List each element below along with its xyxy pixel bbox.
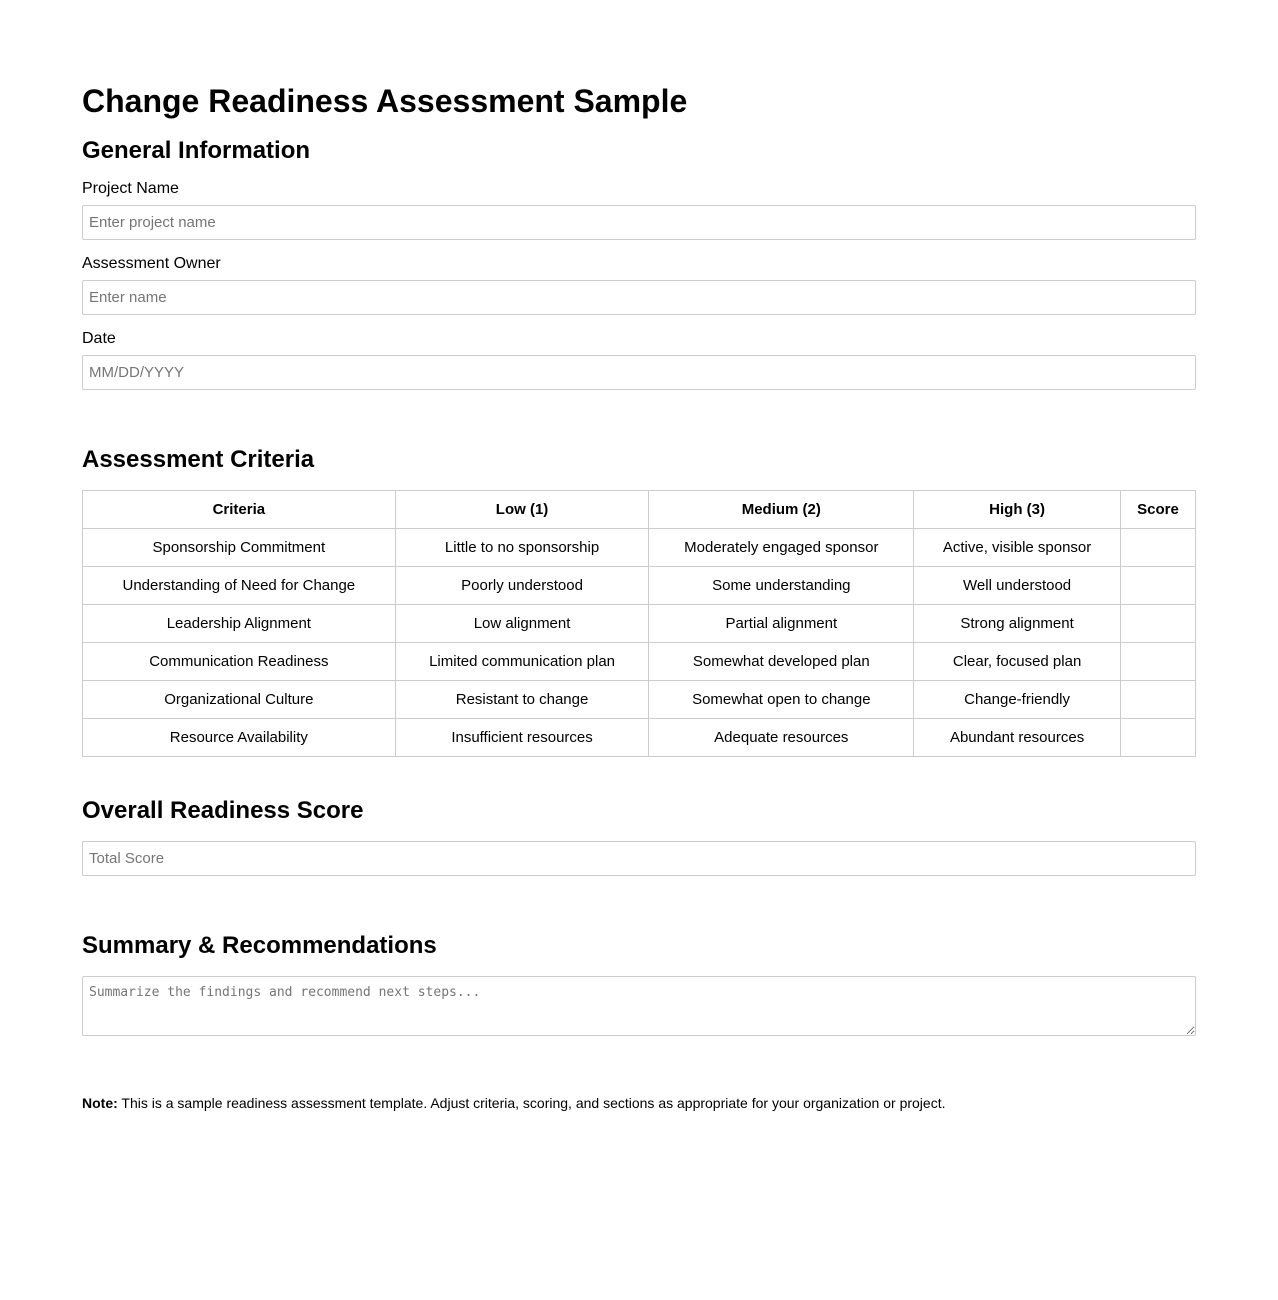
criteria-cell: Leadership Alignment (83, 605, 396, 643)
page-title: Change Readiness Assessment Sample (82, 83, 688, 119)
low-cell: Poorly understood (395, 567, 649, 605)
score-cell[interactable] (1120, 529, 1195, 567)
criteria-cell: Communication Readiness (83, 643, 396, 681)
column-header: Criteria (83, 491, 396, 529)
criteria-cell: Understanding of Need for Change (83, 567, 396, 605)
medium-cell: Adequate resources (649, 719, 914, 757)
criteria-cell: Resource Availability (83, 719, 396, 757)
note-text (82, 1095, 945, 1111)
high-cell: Abundant resources (914, 719, 1121, 757)
assessment-criteria-heading: Assessment Criteria (82, 446, 315, 473)
score-cell[interactable] (1120, 567, 1195, 605)
low-cell: Limited communication plan (395, 643, 649, 681)
low-cell: Insufficient resources (395, 719, 649, 757)
table-row (83, 567, 1196, 605)
date-label: Date (82, 330, 116, 347)
criteria-cell: Sponsorship Commitment (83, 529, 396, 567)
column-header: Low (1) (395, 491, 649, 529)
medium-cell: Some understanding (649, 567, 914, 605)
low-cell: Little to no sponsorship (395, 529, 649, 567)
assessment-owner-label: Assessment Owner (82, 255, 221, 272)
table-row (83, 643, 1196, 681)
overall-score-heading: Overall Readiness Score (82, 797, 364, 824)
low-cell: Low alignment (395, 605, 649, 643)
table-row (83, 605, 1196, 643)
criteria-cell: Organizational Culture (83, 681, 396, 719)
project-name-input[interactable] (82, 205, 1196, 240)
medium-cell: Partial alignment (649, 605, 914, 643)
summary-heading: Summary & Recommendations (82, 932, 437, 959)
criteria-table (82, 490, 1196, 757)
medium-cell: Somewhat open to change (649, 681, 914, 719)
medium-cell: Moderately engaged sponsor (649, 529, 914, 567)
assessment-owner-input[interactable] (82, 280, 1196, 315)
score-cell[interactable] (1120, 719, 1195, 757)
score-cell[interactable] (1120, 605, 1195, 643)
medium-cell: Somewhat developed plan (649, 643, 914, 681)
high-cell: Strong alignment (914, 605, 1121, 643)
general-info-heading: General Information (82, 137, 311, 164)
column-header: High (3) (914, 491, 1121, 529)
note-body: This is a sample readiness assessment template. Adjust criteria, scoring, and sections as appropriate for your organization or project. (117, 1095, 946, 1111)
project-name-label: Project Name (82, 180, 179, 197)
table-row (83, 681, 1196, 719)
table-row (83, 719, 1196, 757)
table-header-row (83, 491, 1196, 529)
note-label: Note: (82, 1095, 118, 1111)
score-cell[interactable] (1120, 681, 1195, 719)
low-cell: Resistant to change (395, 681, 649, 719)
high-cell: Active, visible sponsor (914, 529, 1121, 567)
date-input[interactable] (82, 355, 1196, 390)
summary-textarea[interactable] (82, 976, 1196, 1036)
high-cell: Clear, focused plan (914, 643, 1121, 681)
score-cell[interactable] (1120, 643, 1195, 681)
table-row (83, 529, 1196, 567)
column-header: Medium (2) (649, 491, 914, 529)
total-score-input[interactable] (82, 841, 1196, 876)
high-cell: Change-friendly (914, 681, 1121, 719)
column-header: Score (1120, 491, 1195, 529)
high-cell: Well understood (914, 567, 1121, 605)
